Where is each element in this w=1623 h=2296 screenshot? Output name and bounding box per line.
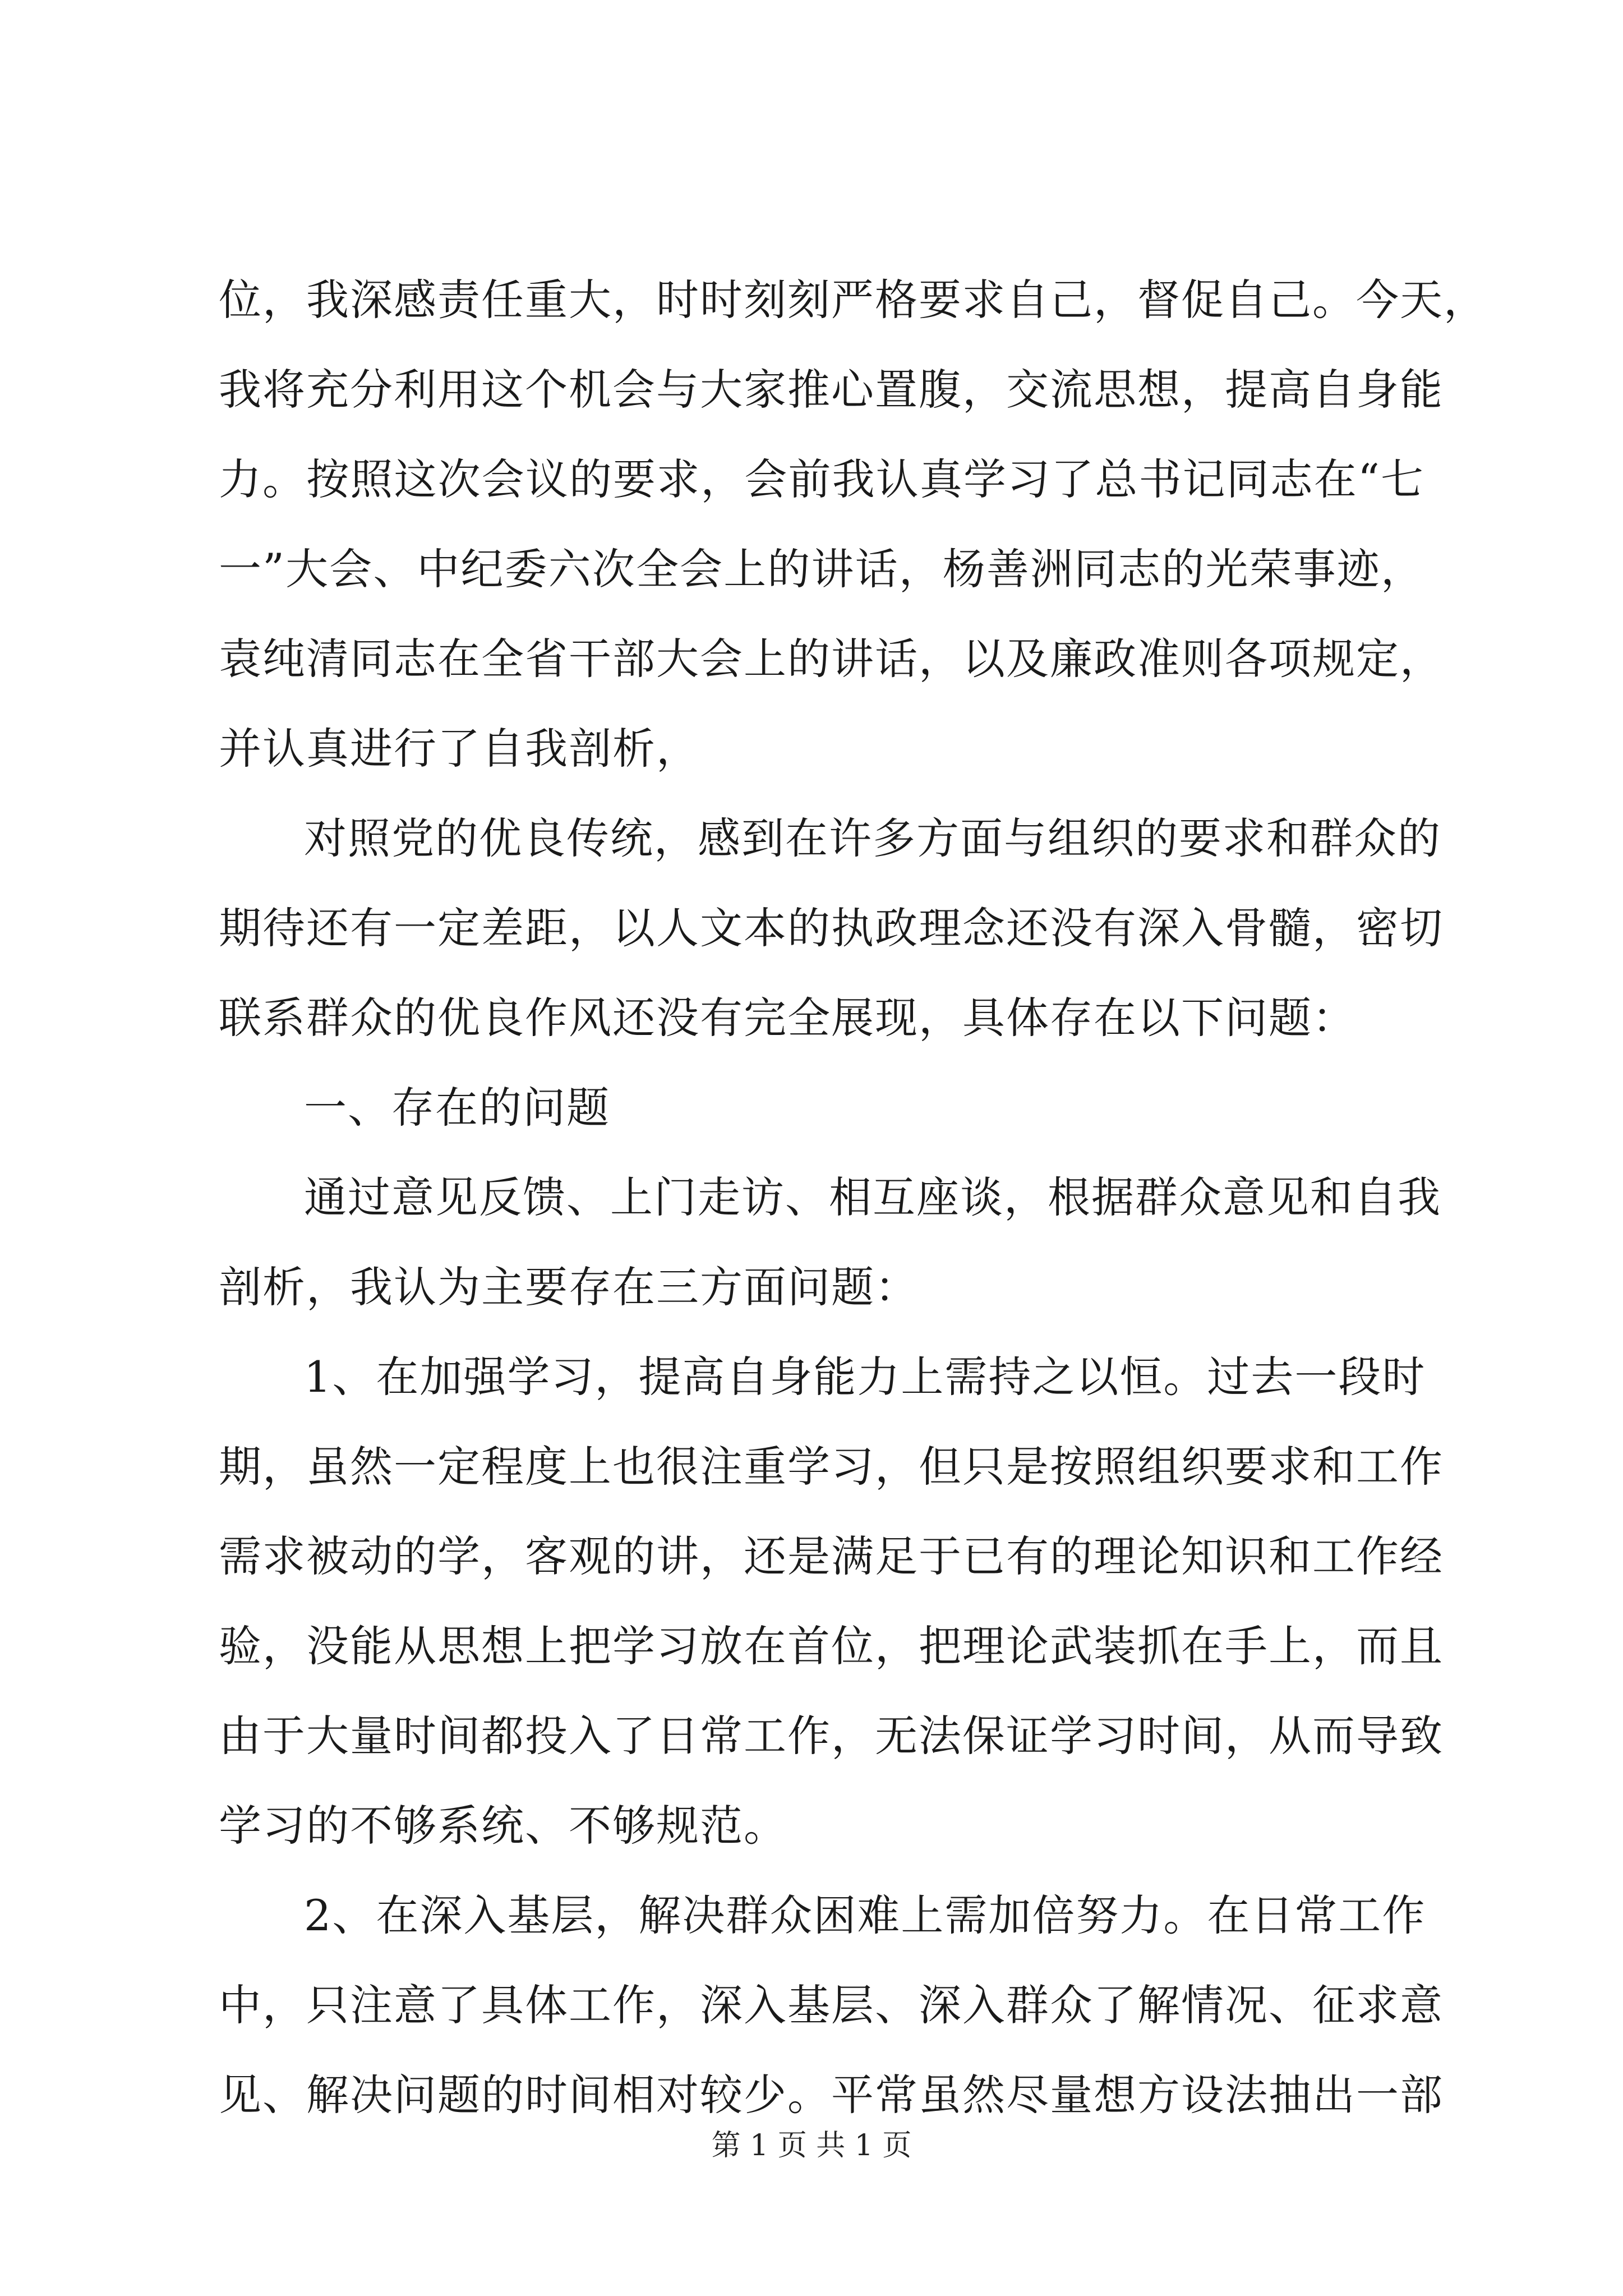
- text-line: 一”大会、中纪委六次全会上的讲话，杨善洲同志的光荣事迹，: [219, 544, 1424, 594]
- text-line: 期，虽然一定程度上也很注重学习，但只是按照组织要求和工作: [219, 1442, 1444, 1492]
- text-line: 联系群众的优良作风还没有完全展现，具体存在以下问题：: [219, 993, 1356, 1043]
- text-line: 袁纯清同志在全省干部大会上的讲话，以及廉政准则各项规定，: [219, 634, 1444, 684]
- text-line: 位，我深感责任重大，时时刻刻严格要求自己，督促自己。今天，: [219, 275, 1487, 325]
- text-line: 力。按照这次会议的要求，会前我认真学习了总书记同志在“七: [219, 454, 1424, 504]
- text-line: 2、在深入基层，解决群众困难上需加倍努力。在日常工作: [304, 1890, 1426, 1940]
- text-line: 剖析，我认为主要存在三方面问题：: [219, 1262, 919, 1312]
- text-line: 见、解决问题的时间相对较少。平常虽然尽量想方设法抽出一部: [219, 2070, 1444, 2120]
- text-line: 验，没能从思想上把学习放在首位，把理论武装抓在手上，而且: [219, 1621, 1444, 1671]
- text-line: 中，只注意了具体工作，深入基层、深入群众了解情况、征求意: [219, 1980, 1444, 2030]
- text-line: 1、在加强学习，提高自身能力上需持之以恒。过去一段时: [304, 1352, 1426, 1402]
- text-line: 并认真进行了自我剖析，: [219, 724, 700, 774]
- text-line: 由于大量时间都投入了日常工作，无法保证学习时间，从而导致: [219, 1711, 1444, 1761]
- text-line: 学习的不够系统、不够规范。: [219, 1801, 787, 1851]
- text-line: 期待还有一定差距，以人文本的执政理念还没有深入骨髓，密切: [219, 903, 1444, 953]
- page-footer: 第 1 页 共 1 页: [711, 2129, 912, 2162]
- text-line: 对照党的优良传统，感到在许多方面与组织的要求和群众的: [304, 813, 1441, 863]
- section-heading: 一、存在的问题: [304, 1083, 610, 1133]
- text-line: 通过意见反馈、上门走访、相互座谈，根据群众意见和自我: [304, 1172, 1441, 1222]
- text-line: 我将充分利用这个机会与大家推心置腹，交流思想，提高自身能: [219, 365, 1444, 415]
- text-line: 需求被动的学，客观的讲，还是满足于已有的理论知识和工作经: [219, 1531, 1444, 1581]
